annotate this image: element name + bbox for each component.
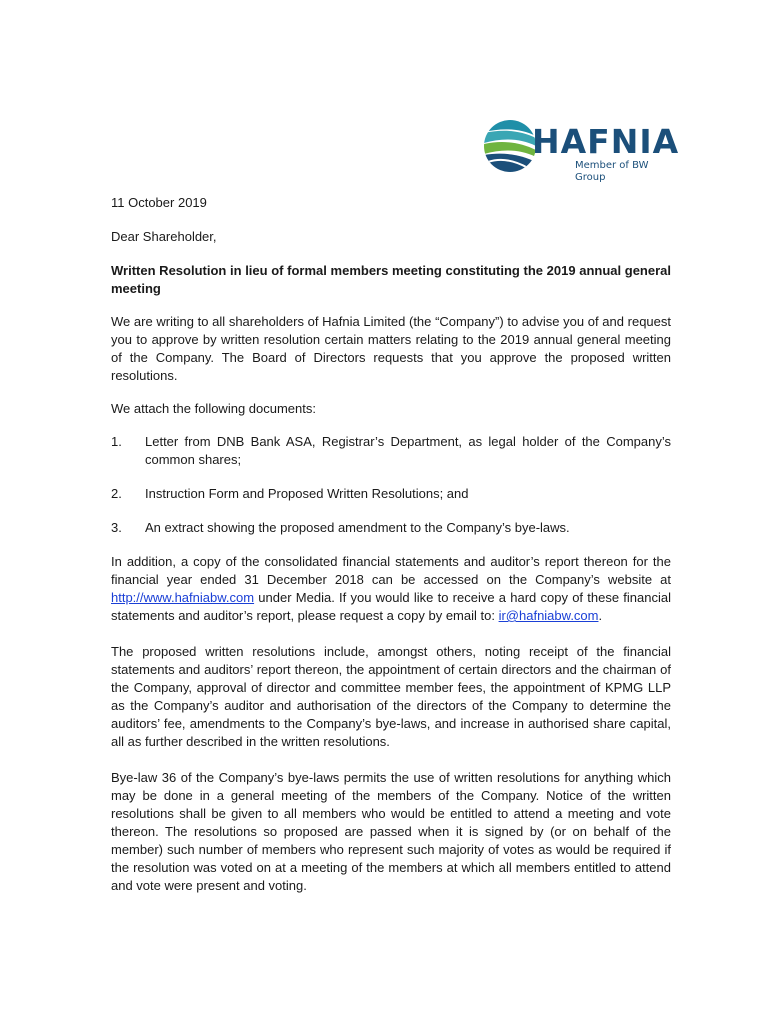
email-link[interactable]: ir@hafniabw.com xyxy=(498,608,599,623)
list-item xyxy=(111,519,671,537)
addition-text-2: under Media. If you would like to receive a hard copy of these financial statements and auditor’s report, please request a copy by email to: xyxy=(111,590,671,623)
letter-title: Written Resolution in lieu of formal members meeting constituting the 2019 annual general meeting xyxy=(111,263,671,296)
addition-text-1: In addition, a copy of the consolidated financial statements and auditor’s report thereon for the financial year ended 31 December 2018 can be accessed on the Company’s website at xyxy=(111,554,671,587)
attachments-intro: We attach the following documents: xyxy=(111,401,316,416)
intro-paragraph: We are writing to all shareholders of Hafnia Limited (the “Company”) to advise you of and request you to approve by written resolution certain matters relating to the 2019 annual general meeting of the Company. The Board of Directors requests that you approve the proposed written resolutions. xyxy=(111,314,671,383)
logo-wordmark: HAFNIA xyxy=(532,122,680,161)
list-item-text: An extract showing the proposed amendment to the Company’s bye-laws. xyxy=(145,520,570,535)
list-item-number: 3. xyxy=(111,520,122,535)
financial-statements-paragraph xyxy=(111,553,671,625)
list-item xyxy=(111,485,671,503)
letter-body xyxy=(111,194,671,895)
list-item-number: 2. xyxy=(111,486,122,501)
website-link[interactable]: http://www.hafniabw.com xyxy=(111,590,255,605)
list-item xyxy=(111,433,671,469)
list-item-text: Letter from DNB Bank ASA, Registrar’s Department, as legal holder of the Company’s common shares; xyxy=(145,434,671,467)
resolutions-paragraph: The proposed written resolutions include, amongst others, noting receipt of the financial statements and auditors’ report thereon, the appointment of certain directors and the chairman of the Company, approval of director and committee member fees, the appointment of KPMG LLP as the Company’s auditor and authorisation of the directors of the Company to determine the auditors’ fee, amendments to the Company’s bye-laws, and increase in authorised share capital, all as further described in the written resolutions. xyxy=(111,644,671,749)
letter-date: 11 October 2019 xyxy=(111,195,207,210)
logo-tagline: Member of BW Group xyxy=(575,160,649,183)
documents-list xyxy=(111,433,671,537)
addition-text-3: . xyxy=(598,608,603,623)
salutation: Dear Shareholder, xyxy=(111,229,217,244)
list-item-text: Instruction Form and Proposed Written Resolutions; and xyxy=(145,486,469,501)
list-item-number: 1. xyxy=(111,434,122,449)
hafnia-logo xyxy=(484,116,680,183)
byelaw-paragraph: Bye-law 36 of the Company’s bye-laws permits the use of written resolutions for anything which may be done in a general meeting of the members of the Company. Notice of the written resolutions shall be given to all members who would be entitled to attend a meeting and vote thereon. The resolutions so proposed are passed when it is signed by (or on behalf of the member) such number of members who represent such majority of votes as would be required if the resolution was voted on at a meeting of the members at which all members entitled to attend and vote were present and voting. xyxy=(111,770,671,893)
